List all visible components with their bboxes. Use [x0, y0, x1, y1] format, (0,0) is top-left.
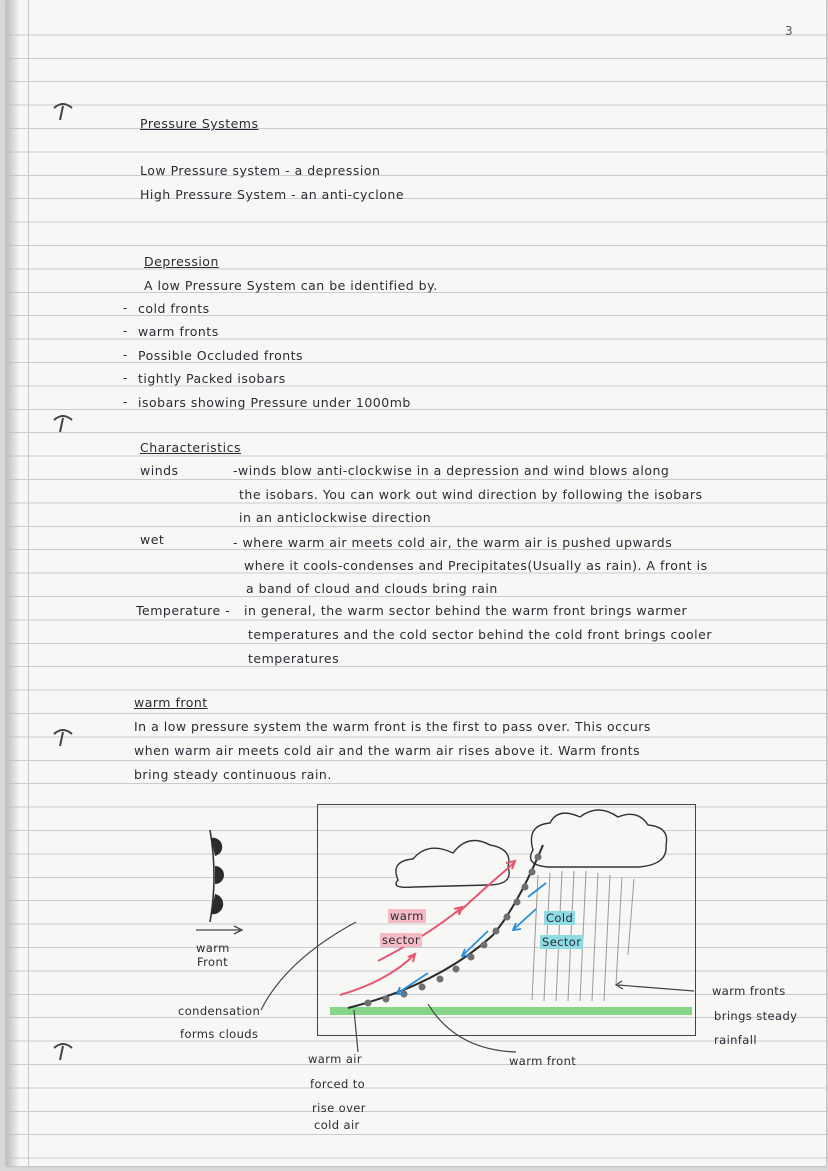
condensation-label: condensation — [178, 1004, 261, 1018]
bullet-dash: - — [123, 371, 128, 385]
bullet-dash: - — [123, 324, 128, 338]
bullet-dash: - — [123, 395, 128, 409]
symbol-label: Front — [197, 955, 229, 969]
depression-item: tightly Packed isobars — [138, 371, 286, 386]
warm-front-label: warm front — [509, 1054, 577, 1068]
rise-label: warm air — [308, 1052, 363, 1066]
bullet-dash: - — [123, 301, 128, 315]
warm-sector-label: warm — [390, 909, 424, 923]
rise-label: rise over — [312, 1101, 366, 1115]
warm-front-line: bring steady continuous rain. — [134, 767, 332, 782]
rise-label: forced to — [310, 1077, 366, 1091]
winds-line: the isobars. You can work out wind direction by following the isobars — [239, 487, 703, 502]
wet-label: wet — [140, 532, 165, 547]
notebook-page — [6, 0, 826, 1166]
temperature-label: Temperature - — [136, 603, 231, 618]
condensation-label: forms clouds — [180, 1027, 259, 1041]
rainfall-label: warm fronts — [712, 984, 786, 998]
characteristics-heading: Characteristics — [140, 440, 241, 455]
temperature-line: in general, the warm sector behind the warm front brings warmer — [244, 603, 688, 618]
depression-item: warm fronts — [138, 324, 219, 339]
rainfall-label: brings steady — [714, 1009, 798, 1023]
cold-sector-label: Cold — [546, 911, 574, 925]
rainfall-label: rainfall — [714, 1033, 757, 1047]
depression-heading: Depression — [144, 254, 219, 269]
rise-label: cold air — [314, 1118, 360, 1132]
wet-line: a band of cloud and clouds bring rain — [246, 581, 498, 596]
temperature-line: temperatures and the cold sector behind the cold front brings cooler — [248, 627, 712, 642]
wet-line: - where warm air meets cold air, the warm air is pushed upwards — [233, 535, 673, 550]
definition-low: Low Pressure system - a depression — [140, 163, 381, 178]
winds-line: in an anticlockwise direction — [239, 510, 432, 525]
definition-high: High Pressure System - an anti-cyclone — [140, 187, 405, 202]
warm-front-heading: warm front — [134, 695, 208, 710]
wet-line: where it cools-condenses and Precipitates(Usually as rain). A front is — [244, 558, 708, 573]
page-title: Pressure Systems — [140, 116, 259, 131]
depression-intro: A low Pressure System can be identified by. — [144, 278, 438, 293]
page-number: 3 — [785, 24, 793, 38]
warm-front-line: when warm air meets cold air and the warm air rises above it. Warm fronts — [134, 743, 641, 758]
warm-sector-label: sector — [382, 933, 421, 947]
winds-line: -winds blow anti-clockwise in a depression and wind blows along — [233, 463, 670, 478]
depression-item: isobars showing Pressure under 1000mb — [138, 395, 411, 410]
depression-item: cold fronts — [138, 301, 210, 316]
cold-sector-label: Sector — [542, 935, 582, 949]
temperature-line: temperatures — [248, 651, 340, 666]
winds-label: winds — [140, 463, 179, 478]
depression-item: Possible Occluded fronts — [138, 348, 304, 363]
bullet-dash: - — [123, 348, 128, 362]
annotation-lines — [6, 0, 826, 1166]
symbol-label: warm — [196, 941, 230, 955]
warm-front-line: In a low pressure system the warm front is the first to pass over. This occurs — [134, 719, 651, 734]
